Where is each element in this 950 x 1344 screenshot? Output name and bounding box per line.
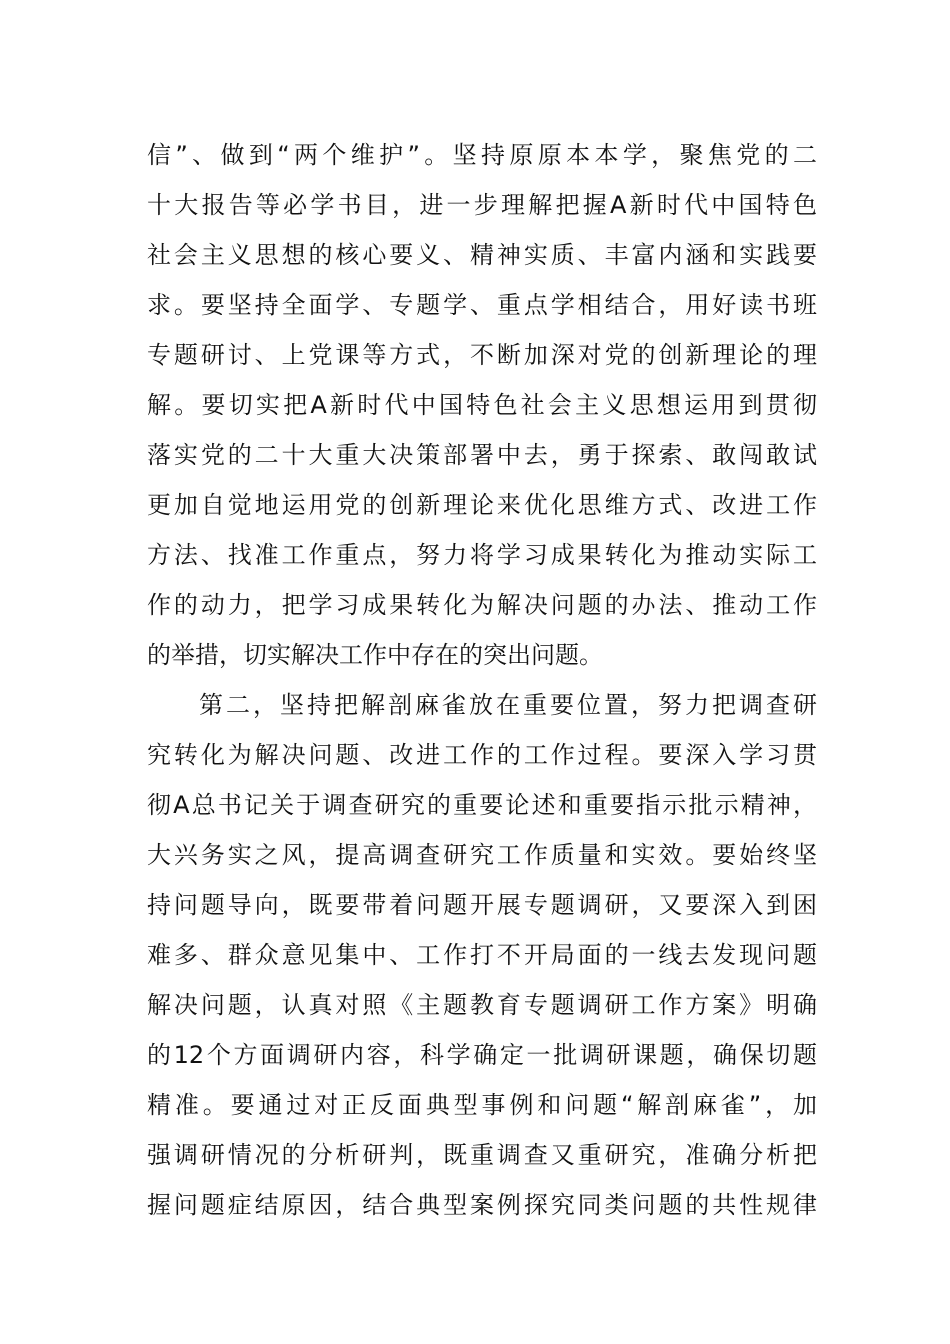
paragraph-end-line: 的举措，切实解决工作中存在的突出问题。	[147, 641, 603, 669]
text-line: 求。要坚持全面学、专题学、重点学相结合，用好读书班	[147, 291, 817, 319]
text-line: 究转化为解决问题、改进工作的工作过程。要深入学习贯	[147, 741, 817, 769]
text-line: 彻A总书记关于调查研究的重要论述和重要指示批示精神，	[147, 791, 817, 819]
text-line: 更加自觉地运用党的创新理论来优化思维方式、改进工作	[147, 491, 817, 519]
text-line: 专题研讨、上党课等方式，不断加深对党的创新理论的理	[147, 341, 817, 369]
text-line: 大兴务实之风，提高调查研究工作质量和实效。要始终坚	[147, 841, 817, 869]
text-line: 方法、找准工作重点，努力将学习成果转化为推动实际工	[147, 541, 817, 569]
text-line: 解决问题，认真对照《主题教育专题调研工作方案》明确	[147, 991, 817, 1019]
text-line: 解。要切实把A新时代中国特色社会主义思想运用到贯彻	[147, 391, 817, 419]
body-text	[147, 130, 817, 1230]
text-line: 持问题导向，既要带着问题开展专题调研，又要深入到困	[147, 891, 817, 919]
text-line: 信”、做到“两个维护”。坚持原原本本学，聚焦党的二	[147, 141, 817, 169]
text-line: 精准。要通过对正反面典型事例和问题“解剖麻雀”，加	[147, 1091, 817, 1119]
paragraph-start-line: 第二，坚持把解剖麻雀放在重要位置，努力把调查研	[199, 691, 817, 719]
text-line: 落实党的二十大重大决策部署中去，勇于探索、敢闯敢试	[147, 441, 817, 469]
text-line: 强调研情况的分析研判，既重调查又重研究，准确分析把	[147, 1141, 817, 1169]
text-line: 握问题症结原因，结合典型案例探究同类问题的共性规律	[147, 1191, 817, 1219]
text-line: 难多、群众意见集中、工作打不开局面的一线去发现问题	[147, 941, 817, 969]
text-line: 社会主义思想的核心要义、精神实质、丰富内涵和实践要	[147, 241, 817, 269]
text-line: 的12个方面调研内容，科学确定一批调研课题，确保切题	[147, 1041, 817, 1069]
text-line: 作的动力，把学习成果转化为解决问题的办法、推动工作	[147, 591, 817, 619]
text-line: 十大报告等必学书目，进一步理解把握A新时代中国特色	[147, 191, 817, 219]
